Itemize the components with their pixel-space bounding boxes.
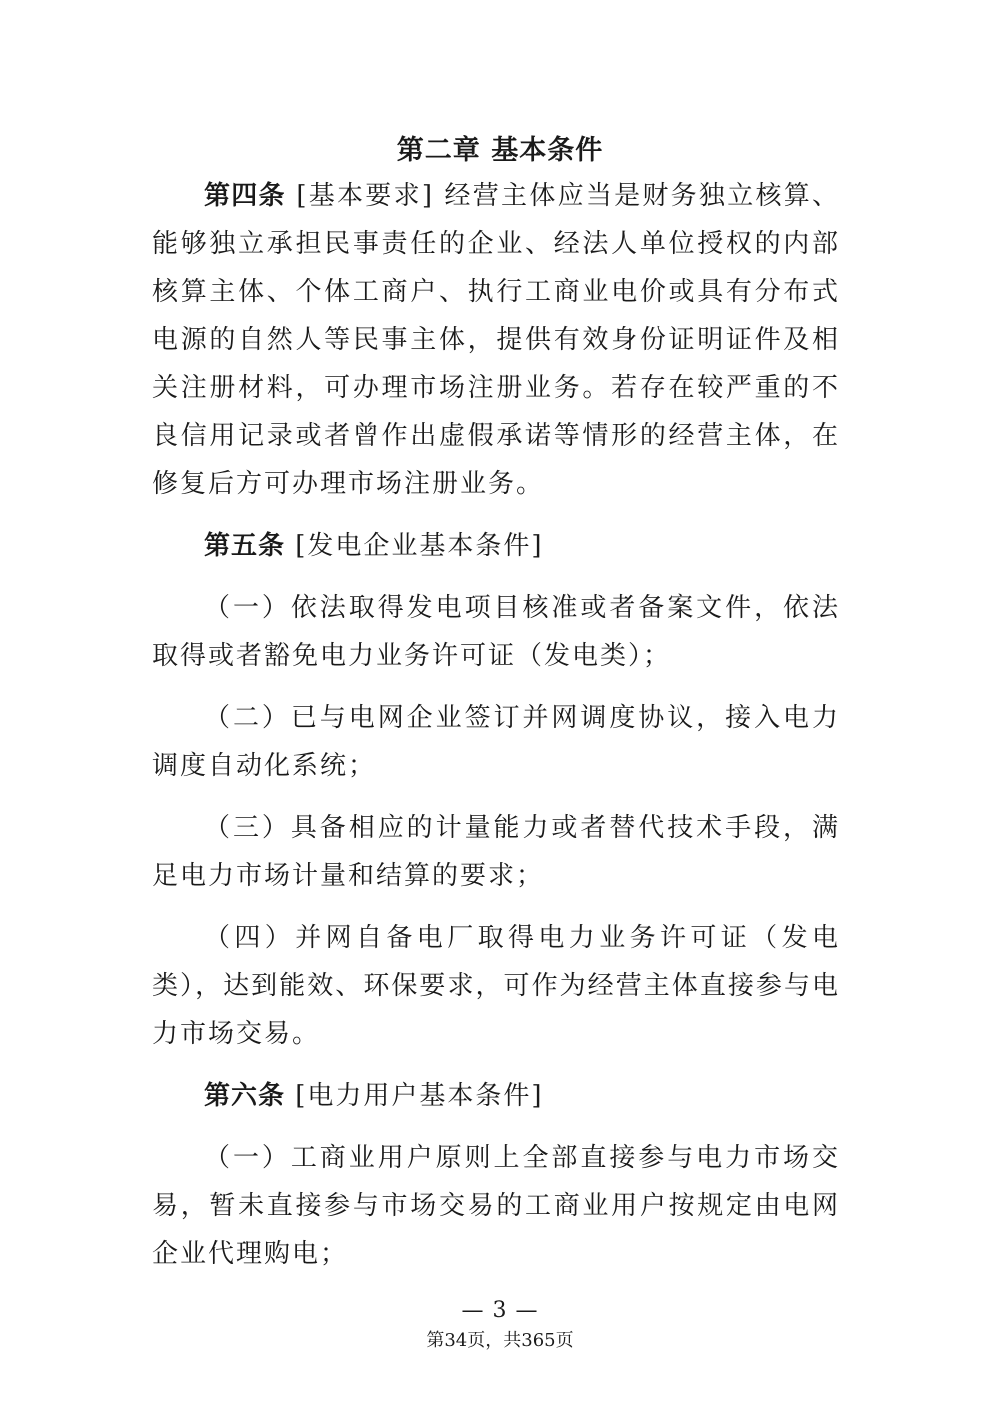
- article-6-label: 第六条: [204, 1081, 286, 1111]
- article-5: [152, 522, 840, 570]
- article-5-text: [发电企业基本条件]: [295, 531, 544, 561]
- page-total: 第34页，共365页: [426, 1330, 574, 1351]
- article-4: [152, 172, 840, 508]
- chapter-title: 第二章 基本条件: [396, 135, 604, 166]
- article-4-label: 第四条: [204, 181, 286, 211]
- article-5-item-1: （一）依法取得发电项目核准或者备案文件，依法取得或者豁免电力业务许可证（发电类）；: [152, 593, 840, 671]
- page-number: — 3 —: [461, 1298, 539, 1323]
- article-5-label: 第五条: [204, 531, 286, 561]
- article-5-item-2: （二）已与电网企业签订并网调度协议，接入电力调度自动化系统；: [152, 703, 840, 781]
- document-body: [152, 172, 840, 1292]
- article-6: [152, 1072, 840, 1120]
- article-6-text: [电力用户基本条件]: [295, 1081, 544, 1111]
- article-4-text: [基本要求] 经营主体应当是财务独立核算、能够独立承担民事责任的企业、经法人单位授权的内部核算主体、个体工商户、执行工商业电价或具有分布式电源的自然人等民事主体，提供有效身份证明证件及相关注册材料，可办理市场注册业务。若存在较严重的不良信用记录或者曾作出虚假承诺等情形的经营主体，在修复后方可办理市场注册业务。: [152, 181, 840, 499]
- article-5-item-4: （四）并网自备电厂取得电力业务许可证（发电类），达到能效、环保要求，可作为经营主体直接参与电力市场交易。: [152, 923, 840, 1049]
- article-6-item-1: （一）工商业用户原则上全部直接参与电力市场交易，暂未直接参与市场交易的工商业用户按规定由电网企业代理购电；: [152, 1143, 840, 1269]
- article-5-item-3: （三）具备相应的计量能力或者替代技术手段，满足电力市场计量和结算的要求；: [152, 813, 840, 891]
